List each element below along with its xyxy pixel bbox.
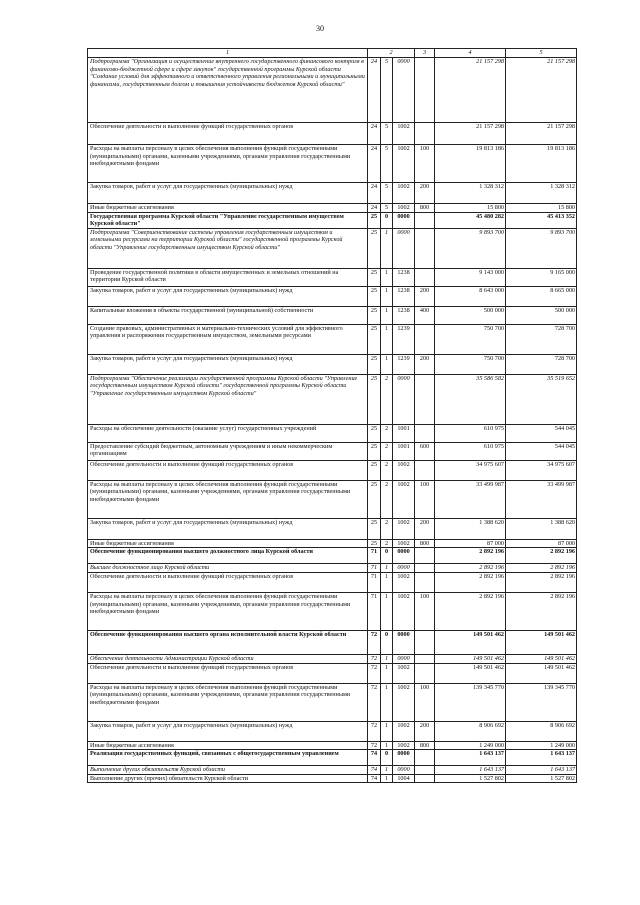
row-name: Государственная программа Курской области "Управление государственным имуществом Курской области" (88, 212, 368, 228)
row-program-code: 25 (368, 354, 381, 374)
row-name: Подпрограмма "Обеспечение реализации государственной программы Курской области "Управление государственным имуществом Курской области" государственной программы Курской области "Управление государственным имуществом Курской области" (88, 374, 368, 424)
table-row (88, 424, 577, 442)
row-name: Предоставление субсидий бюджетным, автономным учреждениям и иным некоммерческим организациям (88, 442, 368, 460)
row-subprogram-code: 5 (381, 183, 393, 204)
row-expense-type: 200 (415, 354, 435, 374)
header-col-3: 3 (415, 49, 435, 58)
row-amount-year-1: 1 328 312 (435, 183, 506, 204)
row-expense-type (415, 212, 435, 228)
row-direction-code: 0000 (393, 548, 415, 564)
table-row (88, 228, 577, 268)
row-direction-code: 1002 (393, 183, 415, 204)
row-amount-year-2: 2 892 196 (506, 548, 577, 564)
row-direction-code: 1002 (393, 123, 415, 145)
table-row (88, 766, 577, 775)
row-direction-code: 0000 (393, 630, 415, 654)
row-expense-type (415, 548, 435, 564)
row-direction-code: 0000 (393, 766, 415, 775)
row-expense-type: 800 (415, 204, 435, 213)
table-row (88, 306, 577, 324)
row-amount-year-1: 750 700 (435, 354, 506, 374)
row-subprogram-code: 2 (381, 460, 393, 480)
row-expense-type (415, 268, 435, 286)
row-amount-year-2: 21 157 298 (506, 123, 577, 145)
row-amount-year-2: 35 519 652 (506, 374, 577, 424)
row-subprogram-code: 1 (381, 663, 393, 683)
row-amount-year-1: 19 813 186 (435, 145, 506, 183)
row-amount-year-2: 33 499 987 (506, 480, 577, 518)
row-expense-type: 100 (415, 683, 435, 721)
row-direction-code: 0000 (393, 750, 415, 766)
row-subprogram-code: 0 (381, 212, 393, 228)
row-amount-year-1: 35 586 582 (435, 374, 506, 424)
row-program-code: 25 (368, 212, 381, 228)
row-program-code: 25 (368, 480, 381, 518)
row-amount-year-2: 728 700 (506, 324, 577, 354)
row-expense-type (415, 766, 435, 775)
row-program-code: 74 (368, 750, 381, 766)
row-amount-year-2: 2 892 196 (506, 564, 577, 573)
row-name: Расходы на выплаты персоналу в целях обеспечения выполнения функций государственными (муниципальными) органами, казенными учреждениями, органами управления государственными внебюджетными фондами (88, 145, 368, 183)
row-program-code: 72 (368, 741, 381, 750)
row-name: Обеспечение деятельности и выполнение функций государственных органов (88, 572, 368, 592)
row-subprogram-code: 1 (381, 572, 393, 592)
row-subprogram-code: 2 (381, 442, 393, 460)
row-amount-year-2: 8 906 692 (506, 721, 577, 741)
row-amount-year-1: 1 249 000 (435, 741, 506, 750)
row-expense-type (415, 460, 435, 480)
table-row (88, 480, 577, 518)
row-expense-type (415, 228, 435, 268)
row-amount-year-2: 87 000 (506, 539, 577, 548)
row-subprogram-code: 1 (381, 324, 393, 354)
row-name: Закупка товаров, работ и услуг для государственных (муниципальных) нужд (88, 518, 368, 539)
table-row (88, 442, 577, 460)
table-row (88, 721, 577, 741)
row-amount-year-1: 149 501 462 (435, 654, 506, 663)
row-expense-type (415, 324, 435, 354)
row-name: Иные бюджетные ассигнования (88, 741, 368, 750)
row-direction-code: 1002 (393, 683, 415, 721)
row-amount-year-1: 2 892 196 (435, 564, 506, 573)
row-amount-year-2: 149 501 462 (506, 654, 577, 663)
row-program-code: 25 (368, 324, 381, 354)
row-amount-year-1: 21 157 298 (435, 123, 506, 145)
table-row (88, 572, 577, 592)
row-direction-code: 1239 (393, 324, 415, 354)
row-amount-year-1: 1 643 137 (435, 750, 506, 766)
row-program-code: 25 (368, 442, 381, 460)
row-name: Выполнение других (прочих) обязательств Курской области (88, 774, 368, 783)
table-row (88, 145, 577, 183)
row-subprogram-code: 1 (381, 564, 393, 573)
row-direction-code: 1002 (393, 539, 415, 548)
row-subprogram-code: 0 (381, 630, 393, 654)
row-expense-type: 200 (415, 518, 435, 539)
row-name: Обеспечение функционирования высшего должностного лица Курской области (88, 548, 368, 564)
row-expense-type: 200 (415, 286, 435, 306)
header-col-4: 4 (435, 49, 506, 58)
row-direction-code: 1001 (393, 424, 415, 442)
row-amount-year-1: 33 499 987 (435, 480, 506, 518)
row-direction-code: 1238 (393, 306, 415, 324)
row-subprogram-code: 1 (381, 741, 393, 750)
row-amount-year-2: 149 501 462 (506, 630, 577, 654)
row-subprogram-code: 0 (381, 548, 393, 564)
row-program-code: 25 (368, 268, 381, 286)
row-program-code: 24 (368, 58, 381, 123)
table-row (88, 374, 577, 424)
row-amount-year-1: 750 700 (435, 324, 506, 354)
row-direction-code: 1001 (393, 442, 415, 460)
row-direction-code: 0000 (393, 374, 415, 424)
budget-table (87, 48, 577, 783)
row-expense-type: 800 (415, 741, 435, 750)
row-direction-code: 1239 (393, 354, 415, 374)
row-amount-year-1: 2 892 196 (435, 548, 506, 564)
row-name: Проведение государственной политики в области имущественных и земельных отношений на территории Курской области (88, 268, 368, 286)
header-col-2: 2 (368, 49, 415, 58)
row-amount-year-1: 8 906 692 (435, 721, 506, 741)
table-row (88, 286, 577, 306)
row-program-code: 72 (368, 721, 381, 741)
row-amount-year-2: 1 388 620 (506, 518, 577, 539)
row-name: Закупка товаров, работ и услуг для государственных (муниципальных) нужд (88, 183, 368, 204)
row-name: Закупка товаров, работ и услуг для государственных (муниципальных) нужд (88, 286, 368, 306)
row-amount-year-2: 728 700 (506, 354, 577, 374)
row-amount-year-1: 149 501 462 (435, 663, 506, 683)
row-program-code: 72 (368, 663, 381, 683)
row-expense-type: 200 (415, 721, 435, 741)
row-subprogram-code: 1 (381, 721, 393, 741)
row-subprogram-code: 5 (381, 204, 393, 213)
table-row (88, 268, 577, 286)
row-amount-year-1: 34 975 607 (435, 460, 506, 480)
row-program-code: 72 (368, 654, 381, 663)
table-row (88, 460, 577, 480)
row-expense-type (415, 750, 435, 766)
row-subprogram-code: 1 (381, 354, 393, 374)
row-subprogram-code: 2 (381, 518, 393, 539)
row-amount-year-1: 2 892 196 (435, 592, 506, 630)
row-program-code: 25 (368, 286, 381, 306)
row-name: Подпрограмма "Совершенствование системы управления государственным имуществом и земельными ресурсами на территории Курской области" государственной программы Курской области "Управление государственным имуществом Курской области" (88, 228, 368, 268)
row-subprogram-code: 0 (381, 750, 393, 766)
row-expense-type: 400 (415, 306, 435, 324)
row-program-code: 24 (368, 123, 381, 145)
row-subprogram-code: 5 (381, 58, 393, 123)
row-subprogram-code: 5 (381, 123, 393, 145)
table-row (88, 58, 577, 123)
row-program-code: 24 (368, 204, 381, 213)
row-program-code: 25 (368, 518, 381, 539)
row-amount-year-2: 500 000 (506, 306, 577, 324)
row-amount-year-2: 544 045 (506, 424, 577, 442)
table-row (88, 324, 577, 354)
row-subprogram-code: 2 (381, 539, 393, 548)
row-name: Высшее должностное лицо Курской области (88, 564, 368, 573)
row-amount-year-1: 610 975 (435, 442, 506, 460)
row-direction-code: 0000 (393, 212, 415, 228)
row-amount-year-2: 2 892 196 (506, 592, 577, 630)
row-amount-year-2: 9 165 000 (506, 268, 577, 286)
row-direction-code: 1002 (393, 518, 415, 539)
row-expense-type (415, 58, 435, 123)
row-direction-code: 1002 (393, 721, 415, 741)
row-name: Обеспечение деятельности и выполнение функций государственных органов (88, 123, 368, 145)
table-row (88, 539, 577, 548)
row-amount-year-2: 34 975 607 (506, 460, 577, 480)
row-expense-type (415, 630, 435, 654)
table-row (88, 774, 577, 783)
row-program-code: 24 (368, 183, 381, 204)
row-program-code: 74 (368, 774, 381, 783)
table-row (88, 750, 577, 766)
row-subprogram-code: 2 (381, 424, 393, 442)
table-row (88, 204, 577, 213)
table-row (88, 683, 577, 721)
row-program-code: 71 (368, 592, 381, 630)
row-amount-year-2: 1 643 137 (506, 766, 577, 775)
row-direction-code: 1238 (393, 286, 415, 306)
row-direction-code: 1004 (393, 774, 415, 783)
row-subprogram-code: 1 (381, 654, 393, 663)
row-amount-year-2: 544 045 (506, 442, 577, 460)
row-expense-type (415, 424, 435, 442)
row-amount-year-1: 9 893 700 (435, 228, 506, 268)
row-name: Закупка товаров, работ и услуг для государственных (муниципальных) нужд (88, 354, 368, 374)
row-amount-year-2: 21 157 298 (506, 58, 577, 123)
row-amount-year-2: 149 501 462 (506, 663, 577, 683)
row-direction-code: 1002 (393, 204, 415, 213)
row-name: Реализация государственных функций, связанных с общегосударственным управлением (88, 750, 368, 766)
row-name: Расходы на выплаты персоналу в целях обеспечения выполнения функций государственными (муниципальными) органами, казенными учреждениями, органами управления государственными внебюджетными фондами (88, 480, 368, 518)
row-subprogram-code: 1 (381, 774, 393, 783)
row-amount-year-2: 8 665 000 (506, 286, 577, 306)
row-name: Обеспечение деятельности и выполнение функций государственных органов (88, 663, 368, 683)
row-expense-type (415, 374, 435, 424)
header-col-1: 1 (88, 49, 368, 58)
row-name: Обеспечение функционирования высшего органа исполнительной власти Курской области (88, 630, 368, 654)
row-expense-type: 800 (415, 539, 435, 548)
row-subprogram-code: 1 (381, 592, 393, 630)
row-program-code: 24 (368, 145, 381, 183)
row-amount-year-2: 9 893 700 (506, 228, 577, 268)
row-expense-type (415, 572, 435, 592)
row-program-code: 25 (368, 539, 381, 548)
row-subprogram-code: 1 (381, 683, 393, 721)
row-amount-year-2: 1 328 312 (506, 183, 577, 204)
row-direction-code: 1238 (393, 268, 415, 286)
row-name: Обеспечение деятельности Администрации Курской области (88, 654, 368, 663)
header-col-5: 5 (506, 49, 577, 58)
row-direction-code: 1002 (393, 572, 415, 592)
row-program-code: 25 (368, 374, 381, 424)
row-name: Расходы на выплаты персоналу в целях обеспечения выполнения функций государственными (муниципальными) органами, казенными учреждениями, органами управления государственными внебюджетными фондами (88, 592, 368, 630)
table-row (88, 212, 577, 228)
row-subprogram-code: 2 (381, 480, 393, 518)
row-amount-year-2: 1 527 802 (506, 774, 577, 783)
row-amount-year-2: 2 892 196 (506, 572, 577, 592)
page-number: 30 (316, 24, 324, 33)
row-subprogram-code: 1 (381, 306, 393, 324)
row-subprogram-code: 5 (381, 145, 393, 183)
row-subprogram-code: 1 (381, 286, 393, 306)
table-row (88, 183, 577, 204)
row-program-code: 25 (368, 228, 381, 268)
row-amount-year-1: 21 157 298 (435, 58, 506, 123)
row-name: Подпрограмма "Организация и осуществление внутреннего государственного финансового контроля в финансово-бюджетной сфере и сфере закупок" государственной программы Курской области "Создание условий для эффективного и ответственного управления региональными и муниципальными финансами, государственным долгом и повышения устойчивости бюджетов Курской области" (88, 58, 368, 123)
row-amount-year-1: 139 345 770 (435, 683, 506, 721)
row-amount-year-2: 139 345 770 (506, 683, 577, 721)
row-expense-type: 600 (415, 442, 435, 460)
row-expense-type (415, 654, 435, 663)
row-direction-code: 0000 (393, 654, 415, 663)
table-row (88, 123, 577, 145)
row-direction-code: 0000 (393, 564, 415, 573)
row-amount-year-1: 610 975 (435, 424, 506, 442)
row-program-code: 25 (368, 460, 381, 480)
row-program-code: 72 (368, 630, 381, 654)
row-amount-year-1: 1 527 802 (435, 774, 506, 783)
row-subprogram-code: 1 (381, 268, 393, 286)
row-amount-year-1: 45 480 282 (435, 212, 506, 228)
row-program-code: 74 (368, 766, 381, 775)
row-direction-code: 1002 (393, 741, 415, 750)
row-direction-code: 1002 (393, 592, 415, 630)
table-row (88, 518, 577, 539)
row-expense-type (415, 564, 435, 573)
row-direction-code: 1002 (393, 145, 415, 183)
row-subprogram-code: 1 (381, 766, 393, 775)
row-program-code: 25 (368, 424, 381, 442)
row-program-code: 71 (368, 572, 381, 592)
table-row (88, 354, 577, 374)
row-name: Иные бюджетные ассигнования (88, 539, 368, 548)
row-expense-type (415, 774, 435, 783)
row-name: Выполнение других обязательств Курской области (88, 766, 368, 775)
row-expense-type (415, 123, 435, 145)
row-amount-year-2: 1 643 137 (506, 750, 577, 766)
row-expense-type: 100 (415, 592, 435, 630)
table-row (88, 592, 577, 630)
row-program-code: 71 (368, 548, 381, 564)
row-name: Закупка товаров, работ и услуг для государственных (муниципальных) нужд (88, 721, 368, 741)
table-row (88, 564, 577, 573)
row-amount-year-1: 1 643 137 (435, 766, 506, 775)
table-row (88, 654, 577, 663)
row-direction-code: 1002 (393, 663, 415, 683)
row-amount-year-1: 15 800 (435, 204, 506, 213)
row-direction-code: 0000 (393, 228, 415, 268)
row-amount-year-2: 15 800 (506, 204, 577, 213)
row-amount-year-1: 87 000 (435, 539, 506, 548)
row-expense-type (415, 663, 435, 683)
row-subprogram-code: 2 (381, 374, 393, 424)
row-amount-year-2: 1 249 000 (506, 741, 577, 750)
row-name: Обеспечение деятельности и выполнение функций государственных органов (88, 460, 368, 480)
row-direction-code: 1002 (393, 480, 415, 518)
row-program-code: 72 (368, 683, 381, 721)
table-row (88, 630, 577, 654)
table-row (88, 663, 577, 683)
row-amount-year-1: 149 501 462 (435, 630, 506, 654)
row-amount-year-1: 2 892 196 (435, 572, 506, 592)
row-subprogram-code: 1 (381, 228, 393, 268)
table-header-row (88, 49, 577, 58)
table-row (88, 548, 577, 564)
row-amount-year-2: 45 413 352 (506, 212, 577, 228)
row-amount-year-1: 8 643 000 (435, 286, 506, 306)
row-amount-year-1: 9 143 000 (435, 268, 506, 286)
table-row (88, 741, 577, 750)
row-program-code: 71 (368, 564, 381, 573)
row-direction-code: 0000 (393, 58, 415, 123)
row-amount-year-1: 500 000 (435, 306, 506, 324)
row-program-code: 25 (368, 306, 381, 324)
row-name: Расходы на обеспечение деятельности (оказание услуг) государственных учреждений (88, 424, 368, 442)
row-direction-code: 1002 (393, 460, 415, 480)
row-expense-type: 100 (415, 145, 435, 183)
row-name: Капитальные вложения в объекты государственной (муниципальной) собственности (88, 306, 368, 324)
row-name: Расходы на выплаты персоналу в целях обеспечения выполнения функций государственными (муниципальными) органами, казенными учреждениями, органами управления государственными внебюджетными фондами (88, 683, 368, 721)
row-name: Иные бюджетные ассигнования (88, 204, 368, 213)
row-amount-year-1: 1 388 620 (435, 518, 506, 539)
row-amount-year-2: 19 813 186 (506, 145, 577, 183)
row-expense-type: 100 (415, 480, 435, 518)
table-body (88, 58, 577, 783)
row-expense-type: 200 (415, 183, 435, 204)
row-name: Создание правовых, административных и материально-технических условий для эффективного управления и распоряжения государственным имуществом, земельными ресурсами (88, 324, 368, 354)
